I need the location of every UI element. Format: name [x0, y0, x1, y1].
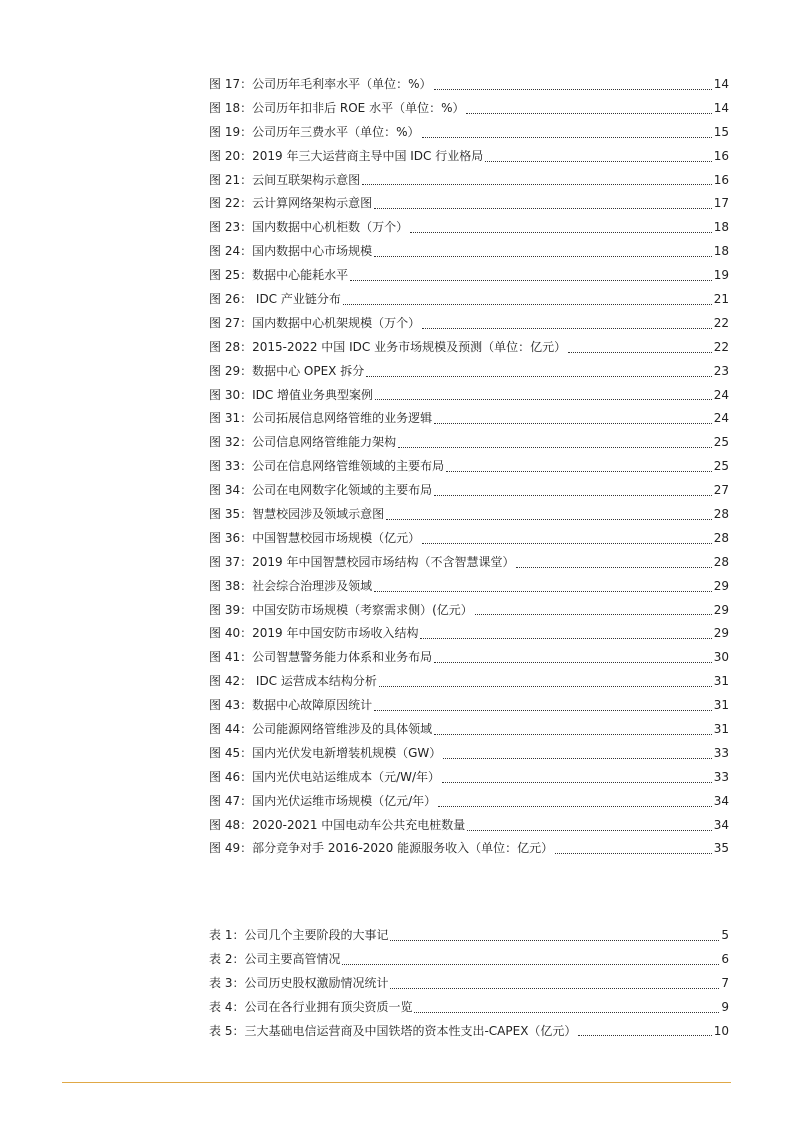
dot-leader	[420, 638, 711, 639]
entry-page-number: 24	[713, 411, 729, 426]
entry-label: 图 27：国内数据中心机架规模（万个）	[209, 315, 421, 330]
dot-leader	[485, 161, 711, 162]
dot-leader	[386, 519, 712, 520]
dot-leader	[442, 782, 712, 783]
figure-toc-entry[interactable]	[209, 169, 729, 193]
entry-label: 图 21：云间互联架构示意图	[209, 172, 361, 187]
dot-leader	[568, 352, 712, 353]
dot-leader	[467, 830, 711, 831]
dot-leader	[516, 567, 711, 568]
entry-page-number: 34	[713, 817, 729, 832]
entry-page-number: 16	[713, 148, 729, 163]
figure-toc-entry[interactable]	[209, 431, 729, 455]
entry-label: 图 31：公司拓展信息网络管维的业务逻辑	[209, 411, 433, 426]
entry-label: 图 41：公司智慧警务能力体系和业务布局	[209, 650, 433, 665]
dot-leader	[410, 232, 712, 233]
entry-page-number: 17	[713, 196, 729, 211]
entry-page-number: 33	[713, 769, 729, 784]
entry-label: 图 43：数据中心故障原因统计	[209, 698, 373, 713]
figure-toc-entry[interactable]	[209, 742, 729, 766]
entry-page-number: 15	[713, 124, 729, 139]
figure-toc-entry[interactable]	[209, 216, 729, 240]
figure-toc-entry[interactable]	[209, 694, 729, 718]
table-toc-entry[interactable]	[209, 948, 729, 972]
entry-page-number: 16	[713, 172, 729, 187]
entry-label: 图 47：国内光伏运维市场规模（亿元/年）	[209, 793, 437, 808]
entry-label: 图 45：国内光伏发电新增装机规模（GW）	[209, 745, 442, 760]
figure-toc-entry[interactable]	[209, 455, 729, 479]
entry-page-number: 30	[713, 650, 729, 665]
entry-label: 表 1：公司几个主要阶段的大事记	[209, 927, 389, 942]
entry-page-number: 14	[713, 100, 729, 115]
entry-page-number: 21	[713, 292, 729, 306]
dot-leader	[342, 964, 719, 965]
figure-index	[209, 73, 729, 861]
figure-toc-entry[interactable]	[209, 551, 729, 575]
entry-label: 图 35：智慧校园涉及领域示意图	[209, 507, 385, 522]
dot-leader	[379, 686, 712, 687]
entry-label: 图 38：社会综合治理涉及领域	[209, 578, 373, 593]
entry-page-number: 5	[721, 927, 729, 942]
entry-label: 图 19：公司历年三费水平（单位：%）	[209, 124, 420, 139]
figure-toc-entry[interactable]	[209, 384, 729, 408]
entry-page-number: 22	[713, 339, 729, 354]
dot-leader	[350, 280, 712, 281]
entry-label: 图 34：公司在电网数字化领域的主要布局	[209, 483, 433, 498]
figure-toc-entry[interactable]	[209, 575, 729, 599]
entry-label: 图 20：2019 年三大运营商主导中国 IDC 行业格局	[209, 148, 484, 163]
figure-toc-entry[interactable]	[209, 192, 729, 216]
figure-toc-entry[interactable]	[209, 838, 729, 862]
table-index	[209, 924, 729, 1043]
table-toc-entry[interactable]	[209, 924, 729, 948]
dot-leader	[466, 113, 711, 114]
dot-leader	[374, 710, 712, 711]
dot-leader	[414, 1012, 719, 1013]
entry-label: 图 23：国内数据中心机柜数（万个）	[209, 220, 409, 235]
entry-page-number: 33	[713, 745, 729, 760]
dot-leader	[374, 208, 712, 209]
dot-leader	[422, 137, 712, 138]
dot-leader	[438, 806, 712, 807]
entry-page-number: 28	[713, 507, 729, 522]
entry-page-number: 31	[713, 698, 729, 713]
entry-label: 图 24：国内数据中心市场规模	[209, 244, 373, 259]
entry-page-number: 7	[721, 975, 729, 990]
entry-label: 图 37：2019 年中国智慧校园市场结构（不含智慧课堂）	[209, 554, 515, 569]
entry-page-number: 28	[713, 554, 729, 569]
dot-leader	[362, 184, 712, 185]
dot-leader	[422, 328, 712, 329]
dot-leader	[374, 256, 712, 257]
entry-label: 图 29：数据中心 OPEX 拆分	[209, 363, 365, 378]
entry-label: 图 22：云计算网络架构示意图	[209, 196, 373, 211]
entry-label: 图 26： IDC 产业链分布	[209, 292, 341, 306]
dot-leader	[475, 614, 712, 615]
dot-leader	[366, 376, 712, 377]
entry-label: 图 25：数据中心能耗水平	[209, 268, 349, 283]
figure-toc-entry[interactable]	[209, 814, 729, 838]
entry-page-number: 28	[713, 530, 729, 545]
entry-label: 图 18：公司历年扣非后 ROE 水平（单位：%）	[209, 100, 465, 115]
dot-leader	[390, 988, 719, 989]
dot-leader	[434, 89, 712, 90]
figure-toc-entry[interactable]	[209, 599, 729, 623]
figure-toc-entry[interactable]	[209, 479, 729, 503]
entry-label: 图 39：中国安防市场规模（考察需求侧）(亿元）	[209, 602, 473, 617]
entry-page-number: 10	[713, 1023, 729, 1038]
table-toc-entry[interactable]	[209, 996, 729, 1020]
figure-toc-entry[interactable]	[209, 73, 729, 97]
entry-page-number: 34	[713, 793, 729, 808]
figure-toc-entry[interactable]	[209, 264, 729, 288]
dot-leader	[443, 758, 711, 759]
figure-toc-entry[interactable]	[209, 145, 729, 169]
figure-toc-entry[interactable]	[209, 670, 729, 694]
footer-rule	[62, 1082, 731, 1083]
dot-leader	[398, 447, 712, 448]
entry-label: 图 36：中国智慧校园市场规模（亿元）	[209, 530, 421, 545]
figure-toc-entry[interactable]	[209, 288, 729, 312]
figure-toc-entry[interactable]	[209, 646, 729, 670]
figure-toc-entry[interactable]	[209, 718, 729, 742]
figure-toc-entry[interactable]	[209, 121, 729, 145]
figure-toc-entry[interactable]	[209, 336, 729, 360]
dot-leader	[555, 853, 712, 854]
entry-page-number: 18	[713, 220, 729, 235]
dot-leader	[446, 471, 712, 472]
entry-page-number: 14	[713, 76, 729, 91]
entry-label: 图 33：公司在信息网络管维领域的主要布局	[209, 459, 445, 474]
entry-label: 图 46：国内光伏电站运维成本（元/W/年）	[209, 769, 441, 784]
dot-leader	[343, 304, 712, 305]
entry-page-number: 29	[713, 626, 729, 641]
entry-page-number: 6	[721, 951, 729, 966]
entry-page-number: 9	[721, 999, 729, 1014]
entry-page-number: 29	[713, 578, 729, 593]
entry-label: 图 42： IDC 运营成本结构分析	[209, 674, 377, 689]
dot-leader	[422, 543, 712, 544]
entry-page-number: 27	[713, 483, 729, 498]
figure-toc-entry[interactable]	[209, 240, 729, 264]
entry-page-number: 24	[713, 387, 729, 402]
entry-label: 图 48：2020-2021 中国电动车公共充电桩数量	[209, 817, 466, 832]
entry-page-number: 25	[713, 435, 729, 450]
entry-label: 表 2：公司主要高管情况	[209, 951, 341, 966]
entry-page-number: 25	[713, 459, 729, 474]
figure-toc-entry[interactable]	[209, 790, 729, 814]
figure-toc-entry[interactable]	[209, 622, 729, 646]
entry-page-number: 29	[713, 602, 729, 617]
entry-label: 图 28：2015-2022 中国 IDC 业务市场规模及预测（单位：亿元）	[209, 339, 567, 354]
figure-toc-entry[interactable]	[209, 527, 729, 551]
entry-page-number: 31	[713, 722, 729, 737]
dot-leader	[390, 940, 719, 941]
entry-label: 表 5：三大基础电信运营商及中国铁塔的资本性支出-CAPEX（亿元）	[209, 1023, 577, 1038]
figure-toc-entry[interactable]	[209, 766, 729, 790]
entry-label: 图 32：公司信息网络管维能力架构	[209, 435, 397, 450]
entry-label: 表 4：公司在各行业拥有顶尖资质一览	[209, 999, 413, 1014]
entry-page-number: 18	[713, 244, 729, 259]
entry-page-number: 22	[713, 315, 729, 330]
entry-label: 图 40：2019 年中国安防市场收入结构	[209, 626, 419, 641]
dot-leader	[578, 1035, 711, 1036]
entry-page-number: 35	[713, 841, 729, 856]
entry-label: 图 44：公司能源网络管维涉及的具体领域	[209, 722, 433, 737]
figure-toc-entry[interactable]	[209, 312, 729, 336]
entry-page-number: 31	[713, 674, 729, 689]
dot-leader	[374, 591, 712, 592]
dot-leader	[434, 495, 712, 496]
entry-page-number: 23	[713, 363, 729, 378]
entry-label: 表 3：公司历史股权激励情况统计	[209, 975, 389, 990]
figure-toc-entry[interactable]	[209, 407, 729, 431]
dot-leader	[434, 662, 712, 663]
figure-toc-entry[interactable]	[209, 360, 729, 384]
entry-label: 图 17：公司历年毛利率水平（单位：%）	[209, 76, 432, 91]
table-toc-entry[interactable]	[209, 972, 729, 996]
figure-toc-entry[interactable]	[209, 503, 729, 527]
entry-label: 图 49：部分竞争对手 2016-2020 能源服务收入（单位：亿元）	[209, 841, 554, 856]
entry-page-number: 19	[713, 268, 729, 283]
entry-label: 图 30：IDC 增值业务典型案例	[209, 387, 374, 402]
figure-toc-entry[interactable]	[209, 97, 729, 121]
dot-leader	[434, 423, 712, 424]
table-toc-entry[interactable]	[209, 1020, 729, 1044]
dot-leader	[434, 734, 712, 735]
dot-leader	[375, 399, 712, 400]
